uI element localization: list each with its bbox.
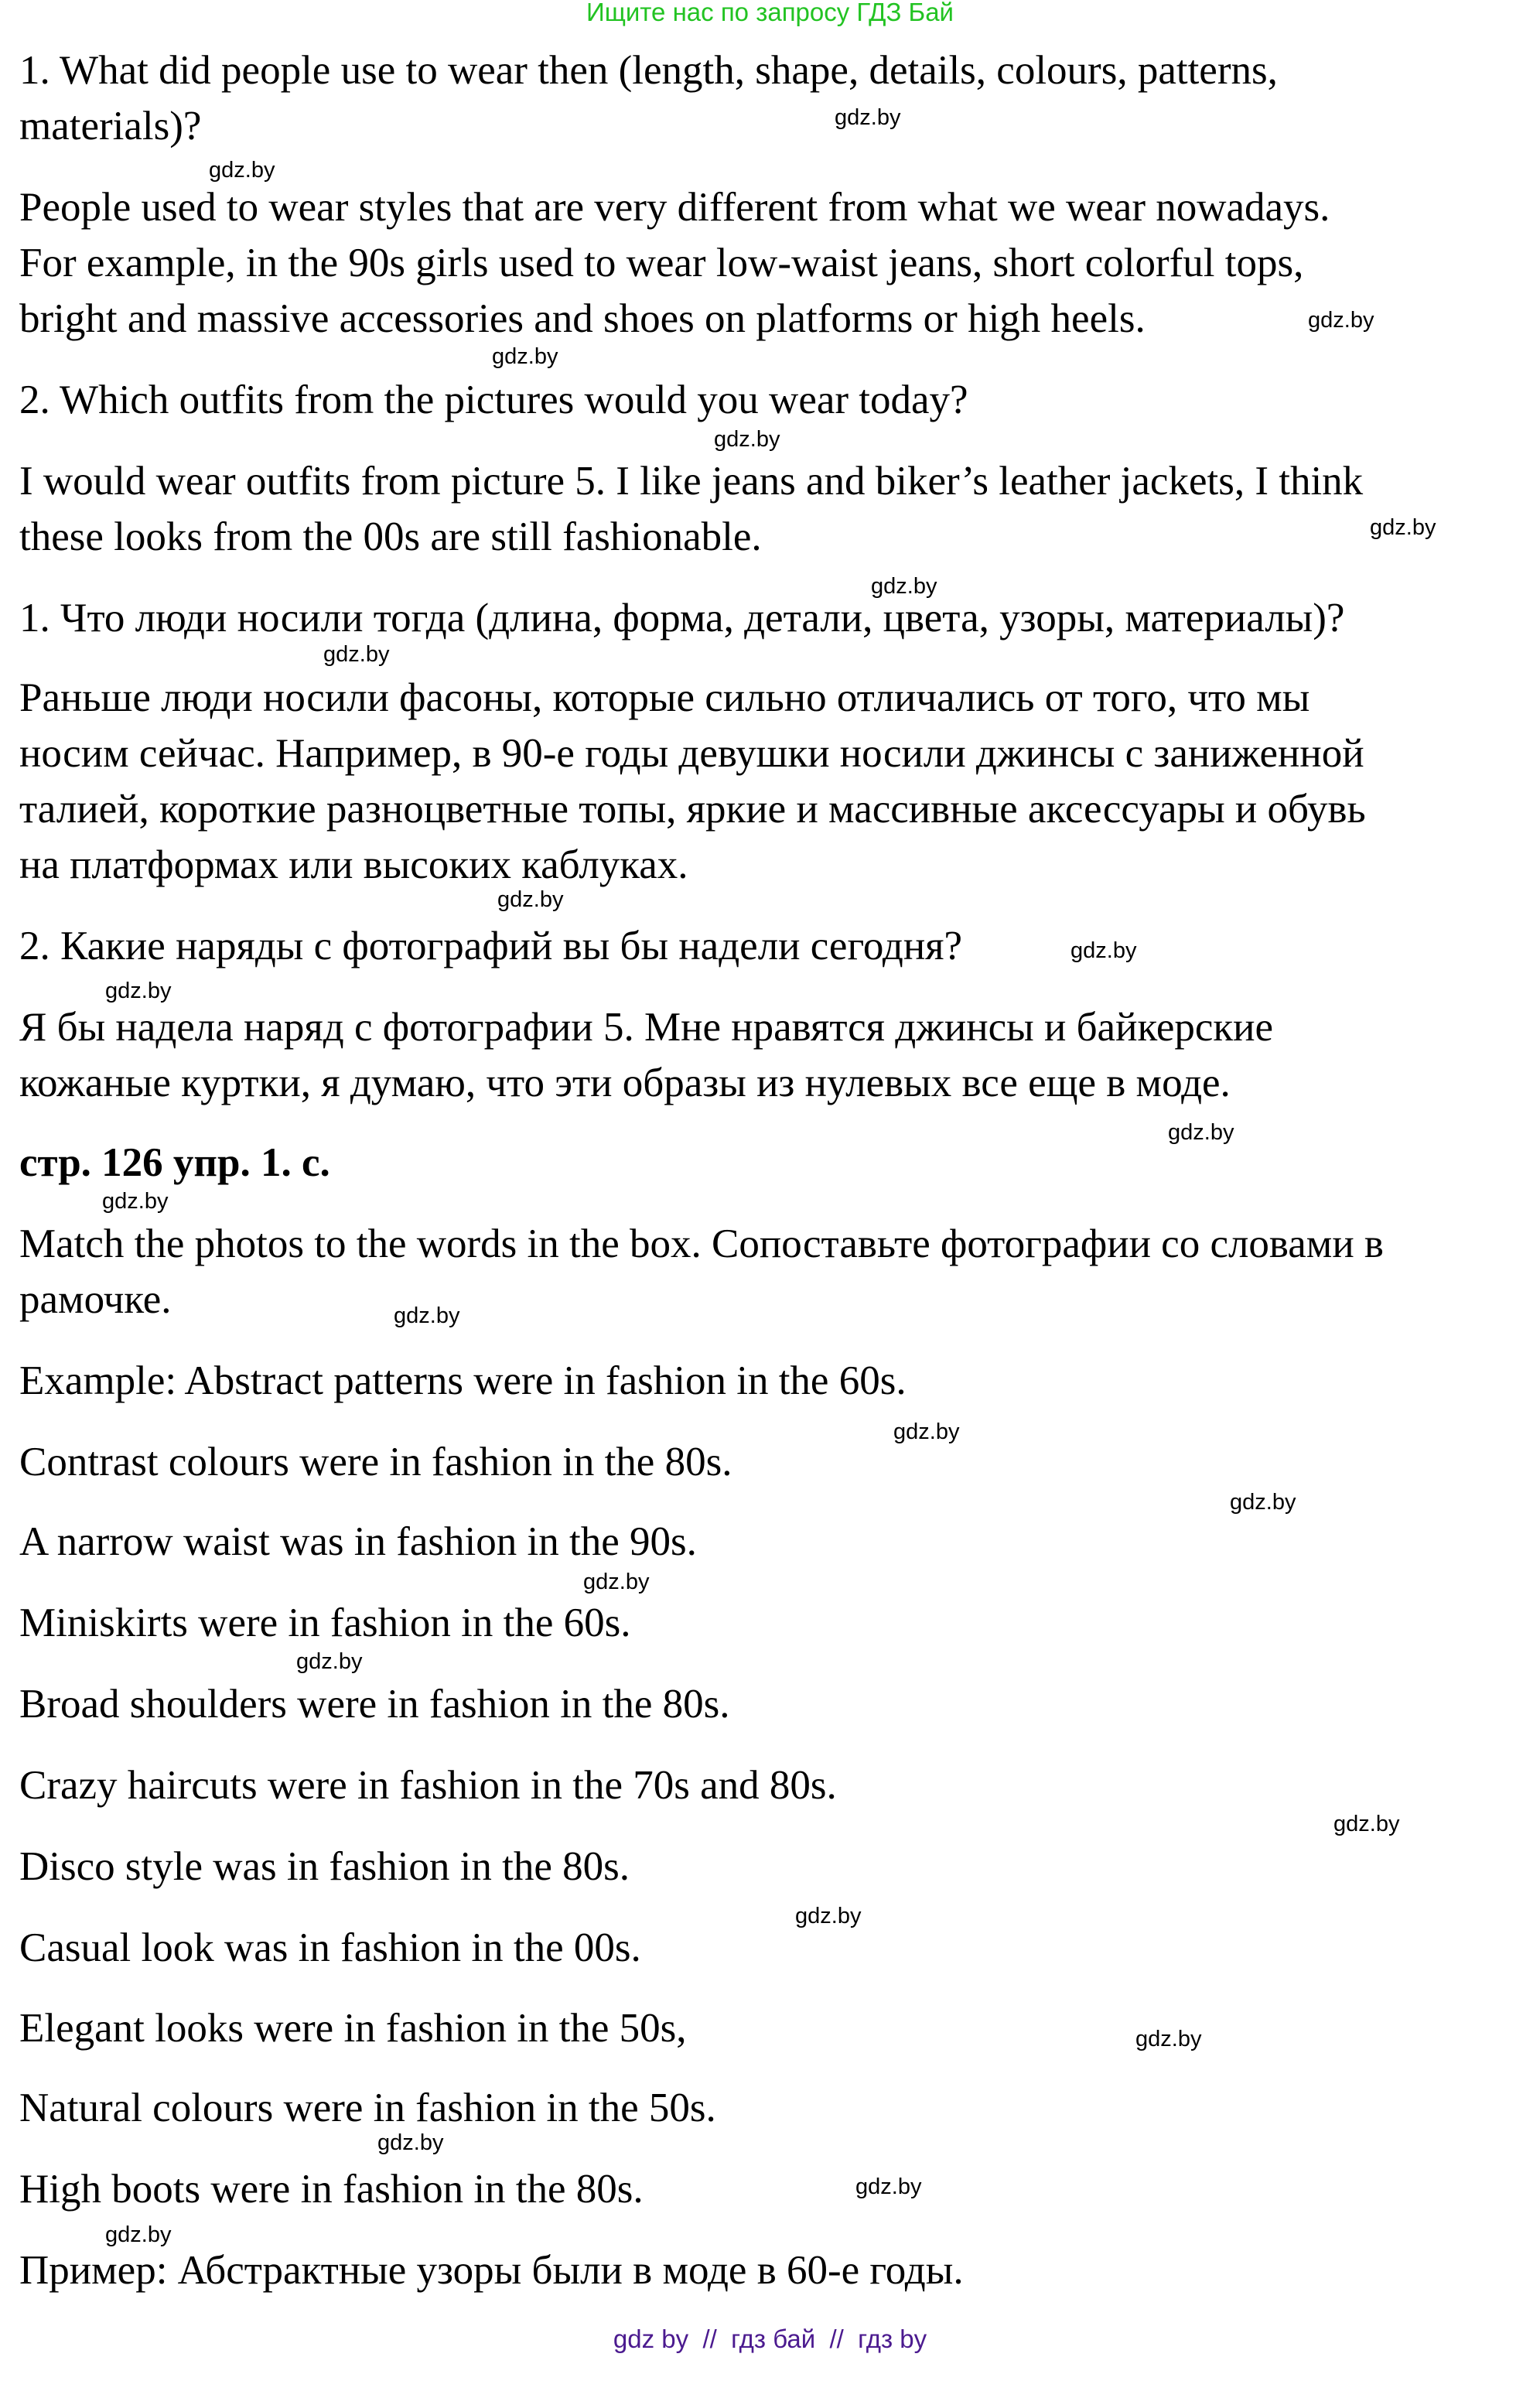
text-line: materials)?: [19, 104, 202, 149]
watermark: gdz.by: [1308, 308, 1374, 333]
text-line: bright and massive accessories and shoes on platforms or high heels.: [19, 296, 1146, 341]
watermark: gdz.by: [1135, 2027, 1202, 2051]
text-line: Broad shoulders were in fashion in the 80s.: [19, 1682, 730, 1727]
text-line: 1. What did people use to wear then (length, shape, details, colours, patterns,: [19, 48, 1278, 93]
watermark: gdz.by: [893, 1419, 960, 1444]
watermark: gdz.by: [795, 1904, 862, 1928]
text-line: these looks from the 00s are still fashionable.: [19, 514, 762, 559]
watermark: gdz.by: [209, 158, 275, 183]
text-line: Crazy haircuts were in fashion in the 70s and 80s.: [19, 1763, 837, 1808]
text-line: 1. Что люди носили тогда (длина, форма, детали, цвета, узоры, материалы)?: [19, 596, 1345, 641]
text-line: Example: Abstract patterns were in fashion in the 60s.: [19, 1358, 907, 1403]
text-line: Disco style was in fashion in the 80s.: [19, 1844, 630, 1889]
text-line: Natural colours were in fashion in the 50s.: [19, 2086, 716, 2130]
watermark: gdz.by: [1230, 1490, 1296, 1515]
watermark: gdz.by: [1168, 1120, 1234, 1145]
text-line: Раньше люди носили фасоны, которые сильно отличались от того, что мы: [19, 675, 1310, 720]
watermark: gdz.by: [1070, 938, 1137, 963]
text-line: на платформах или высоких каблуках.: [19, 842, 688, 887]
watermark: gdz.by: [102, 1189, 169, 1214]
text-line: Пример: Абстрактные узоры были в моде в 60-е годы.: [19, 2248, 964, 2293]
watermark: gdz.by: [583, 1570, 650, 1594]
text-line: High boots were in fashion in the 80s.: [19, 2167, 644, 2212]
watermark: gdz.by: [105, 2222, 172, 2247]
watermark: gdz.by: [497, 887, 564, 912]
watermark: gdz.by: [871, 574, 937, 599]
watermark: gdz.by: [394, 1303, 460, 1328]
text-line: талией, короткие разноцветные топы, яркие и массивные аксессуары и обувь: [19, 787, 1366, 832]
text-line: Casual look was in fashion in the 00s.: [19, 1925, 641, 1970]
watermark: gdz.by: [323, 642, 390, 667]
watermark: gdz.by: [105, 979, 172, 1003]
text-line: кожаные куртки, я думаю, что эти образы из нулевых все еще в моде.: [19, 1061, 1231, 1105]
text-line: Elegant looks were in fashion in the 50s,: [19, 2006, 687, 2051]
header-banner[interactable]: Ищите нас по запросу ГДЗ Бай: [586, 0, 954, 26]
watermark: gdz.by: [1370, 515, 1436, 540]
watermark: gdz.by: [492, 344, 558, 369]
watermark: gdz.by: [296, 1649, 363, 1674]
watermark: gdz.by: [835, 105, 901, 130]
text-line: носим сейчас. Например, в 90-е годы девушки носили джинсы с заниженной: [19, 731, 1364, 776]
text-line: I would wear outfits from picture 5. I like jeans and biker’s leather jackets, I think: [19, 459, 1364, 504]
footer-links[interactable]: gdz by // гдз бай // гдз by: [613, 2325, 927, 2353]
text-line: People used to wear styles that are very different from what we wear nowadays.: [19, 185, 1330, 230]
text-line: A narrow waist was in fashion in the 90s.: [19, 1519, 697, 1564]
text-line: For example, in the 90s girls used to wear low-waist jeans, short colorful tops,: [19, 241, 1304, 285]
watermark: gdz.by: [377, 2130, 444, 2155]
text-line: рамочке.: [19, 1277, 172, 1322]
section-heading: стр. 126 упр. 1. с.: [19, 1140, 330, 1185]
watermark: gdz.by: [714, 427, 780, 452]
text-line: 2. Какие наряды с фотографий вы бы надели сегодня?: [19, 924, 963, 968]
text-line: Я бы надела наряд с фотографии 5. Мне нравятся джинсы и байкерские: [19, 1005, 1274, 1050]
text-line: 2. Which outfits from the pictures would you wear today?: [19, 377, 968, 422]
watermark: gdz.by: [855, 2174, 922, 2199]
watermark: gdz.by: [1333, 1812, 1400, 1836]
text-line: Contrast colours were in fashion in the 80s.: [19, 1440, 732, 1484]
text-line: Miniskirts were in fashion in the 60s.: [19, 1600, 631, 1645]
text-line: Match the photos to the words in the box. Сопоставьте фотографии со словами в: [19, 1221, 1384, 1266]
